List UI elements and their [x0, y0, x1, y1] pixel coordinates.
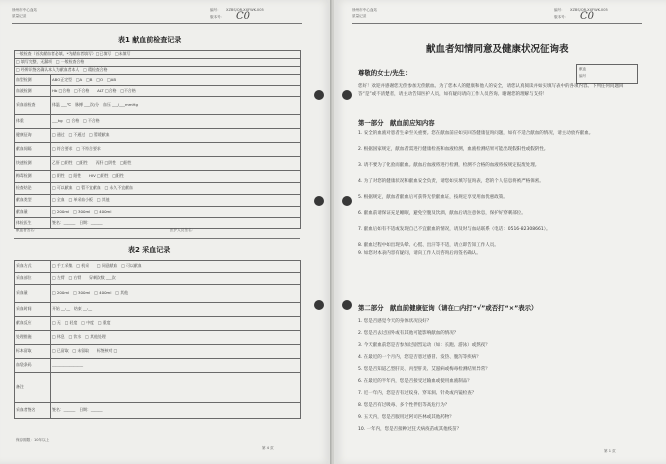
part1-item: 1. 安全的血液对患者生命至关重要。您在献血前应如实回答健康征询问题，如有不适合献血的情况，请主动放弃献血。 — [358, 131, 594, 136]
part1-item: 7. 献血后如有不适或发现自己不宜献血的情况，请及时与血站联系（电话：0516-82308661）。 — [358, 227, 551, 232]
row-label: 采血时间 — [15, 303, 51, 317]
row-label: 采血部位 — [15, 273, 51, 285]
table2-title: 表2 采血记录 — [128, 246, 171, 254]
row-label: 备注 — [15, 373, 51, 403]
row-label: 体重 — [15, 115, 51, 129]
form-title: 献血者知情同意及健康状况征询表 — [426, 44, 569, 55]
part2-question: 5. 您是否知道乙型肝炎、丙型肝炎、艾滋病或梅毒检测结果异常？ — [358, 367, 490, 372]
row-label: 采血量 — [15, 285, 51, 303]
right-header-ver-label: 版本号： — [554, 15, 569, 19]
left-header-ver-label: 版本号： — [210, 15, 225, 19]
table1-bottom-rule — [14, 238, 300, 239]
part2-question: 8. 您是否有过吸毒、多个性伴侣等高危行为？ — [358, 403, 450, 408]
binder-hole — [342, 90, 352, 100]
left-header-ver: C0 — [236, 11, 251, 22]
row-label: 血液检测 — [15, 86, 51, 97]
row-label: 血型检测 — [15, 75, 51, 86]
row-text: ___kg □ 合格 □ 不合格 — [51, 115, 301, 129]
table1-title: 表1 献血前检查记录 — [118, 36, 182, 44]
row-text: □ 手工采集 □ 机采 □ 同意献血 □ 可以献血 — [51, 261, 301, 273]
part2-question: 1. 您是否感觉今天的身体状况良好？ — [358, 319, 432, 324]
row-text: 乙肝 □阴性 □阳性 丙肝 □阴性 □阳性 — [51, 157, 301, 171]
row-text — [51, 373, 301, 403]
row-text: □ 200ml □ 300ml □ 400ml — [51, 207, 301, 218]
row-label: 检查结论 — [15, 183, 51, 195]
binder-hole — [314, 90, 324, 100]
row-text: ________________ — [51, 359, 301, 373]
row-text: ABO正定型 □A □B □O □AB — [51, 75, 301, 86]
row-text: □ 可以献血 □ 暂不宜献血 □ 永久不宜献血 — [51, 183, 301, 195]
right-page — [334, 0, 666, 464]
row-text: □ 200ml □ 300ml □ 400ml □ 其他 — [51, 285, 301, 303]
part2-question: 10. 一年内，您是否接种过狂犬病疫苗或其他疫苗？ — [358, 427, 462, 432]
row-text: □ 全血 □ 单采血小板 □ 其他 — [51, 195, 301, 207]
binder-hole — [342, 300, 352, 310]
table1-top-row: 一般检查（首次献血者必填，*为献血者填写）□已填写 □未填写 — [15, 51, 301, 59]
code-box-label: 献血 — [579, 67, 587, 71]
part2-question: 9. 五天内，您是否服用过阿司匹林或其他药物？ — [358, 415, 454, 420]
right-header-doc: 质量记录 — [352, 14, 367, 18]
row-text: □ 休息 □ 饮水 □ 其他处理 — [51, 331, 301, 345]
row-label: 献血量 — [15, 207, 51, 218]
row-label: 献血反应 — [15, 317, 51, 331]
code-box-label: 编号 — [579, 74, 587, 78]
right-header-rule — [352, 23, 642, 24]
table1-top-row: □ 填写完整，无漏项 □ 一般检查合格 — [15, 59, 301, 67]
row-text: □ 通过 □ 不通过 □ 暂缓献血 — [51, 129, 301, 143]
footer-note: 保存期限：10年以上 — [16, 438, 50, 442]
row-label: 标本留取 — [15, 345, 51, 359]
part1-title: 第一部分 献血前应知内容 — [358, 119, 435, 127]
left-page — [0, 0, 332, 464]
part2-question: 6. 在最近的半年内，您是否接受过输血或使用血液制品？ — [358, 379, 472, 384]
row-label: 处理措施 — [15, 331, 51, 345]
row-text: □ 左臂 □ 右臂 穿刺次数 ___次 — [51, 273, 301, 285]
left-header-doc: 质量记录 — [12, 14, 27, 18]
staff-sign-label: 医护人员签名： — [170, 228, 196, 232]
left-header-org: 徐州市中心血站 — [12, 8, 38, 12]
part1-item: 5. 根据规定，献血者献血后可获得无偿献血证，按规定享受用血优惠政策。 — [358, 195, 508, 200]
binder-hole — [342, 196, 352, 206]
part1-item: 2. 根据国家规定，献血者需进行健康检查和血液检测，血液检测结果可能出现假阳性或假阴性。 — [358, 147, 549, 152]
donor-sign-label: 献血者签名： — [16, 228, 38, 232]
row-label: 血袋条码 — [15, 359, 51, 373]
row-label: 健康征询 — [15, 129, 51, 143]
row-text: 体温 ___℃ 脉搏 ___次/分 血压 ___/___mmHg — [51, 97, 301, 115]
left-header-no: XZBS/QR-XXFWK-005 — [226, 8, 264, 12]
row-label: 献血间隔 — [15, 143, 51, 157]
binder-hole — [314, 300, 324, 310]
part2-title: 第二部分 献血前健康征询（请在□内打“√”或否打“×”表示） — [358, 304, 538, 312]
row-label: 梅毒检测 — [15, 171, 51, 183]
part2-question: 2. 您是否去过国外或有其他可能影响献血的情况？ — [358, 331, 459, 336]
row-text: 签名：______ 日期：______ — [51, 403, 301, 419]
part1-item: 3. 请不要为了化验而献血。献血后血液将进行检测，检测不合格的血液将按规定报废处理。 — [358, 163, 540, 168]
donation-code-box — [576, 64, 638, 84]
row-label: 体检医生 — [15, 218, 51, 229]
part2-question: 7. 近一年内，您是否有过纹身、穿耳洞、针灸或内镜检查？ — [358, 391, 477, 396]
row-text: □ 已留取 □ 未留取 标签核对 □ — [51, 345, 301, 359]
row-text: 签名：______ 日期：______ — [51, 218, 301, 229]
right-header-ver: C0 — [580, 11, 595, 22]
row-text: □ 符合要求 □ 不符合要求 — [51, 143, 301, 157]
part1-item: 6. 献血前请保证充足睡眠，避免空腹及饮酒，献血后请注意休息，保护好穿刺部位。 — [358, 211, 526, 216]
binder-hole — [314, 196, 324, 206]
row-label: 采血者签名 — [15, 403, 51, 419]
part1-item: 9. 如您对本表内容有疑问，请向工作人员咨询后再签名确认。 — [358, 251, 481, 256]
row-label: 采血前检查 — [15, 97, 51, 115]
table2 — [14, 260, 301, 419]
right-header-org: 徐州市中心血站 — [352, 8, 378, 12]
intro-paragraph: 您好！欢迎并感谢您无偿参加无偿献血。为了您本人的健康和他人的安全，请您认真阅读并如实填写表中的各项内容。下列任何问题回答“是”或不清楚者，请主动告知医护人员，如有疑问请向工作人员咨询。谢谢您的理解与支持！ — [358, 84, 624, 97]
part2-question: 3. 今天献血前您是否参加过剧烈运动（如：长跑、游泳）或熬夜？ — [358, 343, 490, 348]
row-text: □ 阴性 □ 阳性 HIV □阴性 □阳性 — [51, 171, 301, 183]
row-text: 开始 __:__ 结束 __:__ — [51, 303, 301, 317]
right-header-no-label: 编号： — [554, 8, 565, 12]
left-header-rule — [12, 23, 302, 24]
row-text: □ 无 □ 轻度 □ 中度 □ 重度 — [51, 317, 301, 331]
part1-item: 4. 为了对您的健康状况和献血安全负责，请您如实填写征询表，您的个人信息将被严格保密。 — [358, 179, 544, 184]
row-text: Hb □合格 □不合格 ALT □合格 □不合格 — [51, 86, 301, 97]
part2-question: 4. 在最近的一个月内，您是否患过感冒、发热、腹泻等疾病？ — [358, 355, 481, 360]
salutation: 尊敬的女士/先生： — [358, 69, 412, 77]
table1 — [14, 50, 301, 229]
right-header-no: XZBS/QR-XXFWK-005 — [570, 8, 608, 12]
row-label: 采血方式 — [15, 261, 51, 273]
right-page-number: 第 1 页 — [604, 449, 616, 453]
left-page-number: 第 4 页 — [262, 446, 274, 450]
row-label: 快速检测 — [15, 157, 51, 171]
part1-item: 8. 献血过程中如出现头晕、心慌、出汗等不适，请立即告知工作人员。 — [358, 243, 499, 248]
table1-top-row: □ 经辨识签名确认本人为献血者本人 □ 精检查合格 — [15, 67, 301, 75]
left-header-no-label: 编号： — [210, 8, 221, 12]
row-label: 献血类型 — [15, 195, 51, 207]
